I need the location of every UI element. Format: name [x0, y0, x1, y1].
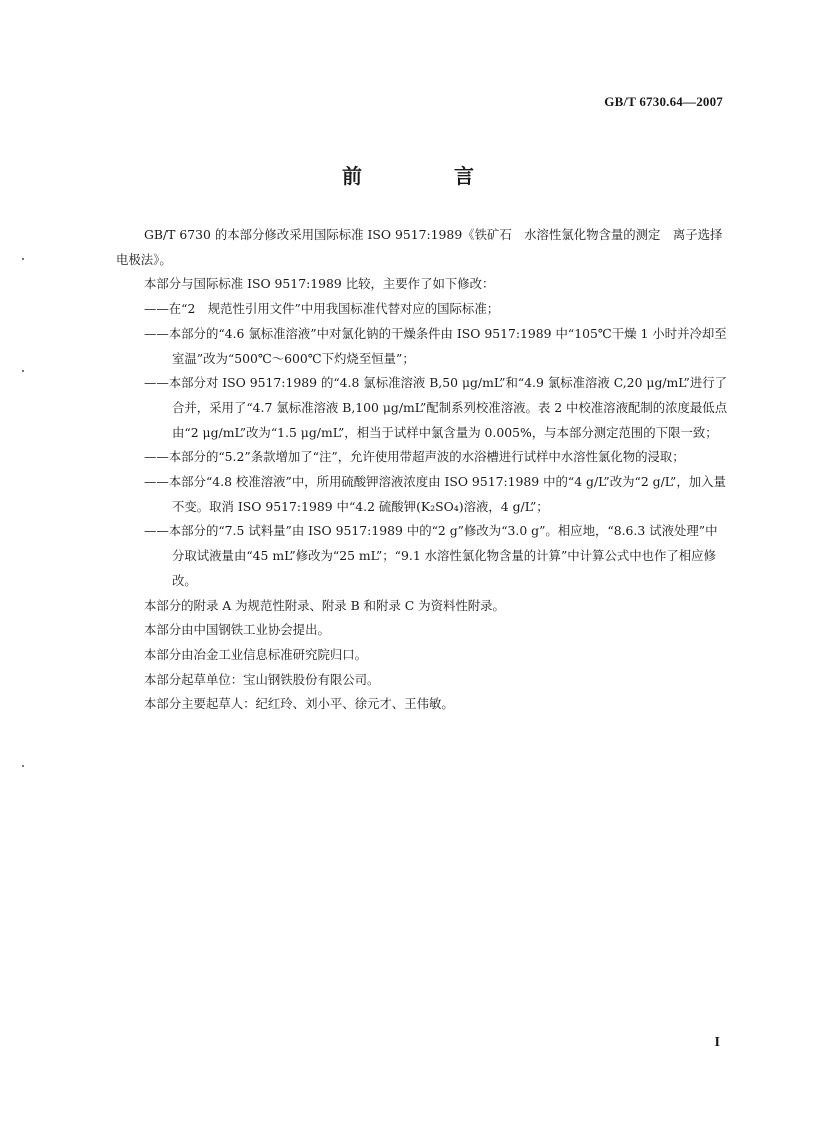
modification-item: ——本部分对 ISO 9517:1989 的“4.8 氯标准溶液 B,50 μg/mL”和“4.9 氯标准溶液 C,20 μg/mL”进行了合并，采用了“4.7 氯标准溶液 B,100 μg/mL”配制系列校准溶液。表 2 中校准溶液配制的浓度最低点由“2 μg/mL”改为“1.5 μg/mL”，相当于试样中氯含量为 0.005%，与本部分测定范围的下限一致； [144, 375, 728, 440]
page-number: I [714, 1035, 720, 1050]
modification-item: ——本部分的“5.2”条款增加了“注”，允许使用带超声波的水浴槽进行试样中水溶性氯化物的浸取； [144, 449, 685, 465]
paragraph-drafters: 本部分主要起草人：纪红玲、刘小平、徐元才、王伟敏。 [144, 696, 454, 712]
paragraph-centralized: 本部分由冶金工业信息标准研究院归口。 [144, 646, 368, 662]
modification-item: ——本部分的“4.6 氯标准溶液”中对氯化钠的干燥条件由 ISO 9517:1989 中“105℃干燥 1 小时并冷却至室温”改为“500℃～600℃下灼烧至恒量”； [144, 325, 727, 366]
modification-item: ——本部分的“7.5 试料量”由 ISO 9517:1989 中的“2 g”修改为“3.0 g”。相应地，“8.6.3 试液处理”中分取试液量由“45 mL”修改为“25 mL”；“9.1 水溶性氯化物含量的计算”中计算公式中也作了相应修改。 [144, 523, 718, 588]
scan-mark [22, 765, 24, 767]
paragraph-annex: 本部分的附录 A 为规范性附录、附录 B 和附录 C 为资料性附录。 [144, 597, 505, 613]
foreword-body [116, 223, 728, 717]
page-title: 前 言 [342, 164, 510, 188]
paragraph-proposer: 本部分由中国钢铁工业协会提出。 [144, 622, 330, 638]
paragraph-intro: GB/T 6730 的本部分修改采用国际标准 ISO 9517:1989《铁矿石 水溶性氯化物含量的测定 离子选择电极法》。 [116, 227, 723, 267]
paragraph-drafting-unit: 本部分起草单位：宝山钢铁股份有限公司。 [144, 671, 380, 687]
standard-number: GB/T 6730.64—2007 [604, 94, 723, 109]
scan-mark [22, 370, 24, 372]
modification-item: ——本部分“4.8 校准溶液”中，所用硫酸钾溶液浓度由 ISO 9517:1989 中的“4 g/L”改为“2 g/L”，加入量不变。取消 ISO 9517:1989 中“4.2 硫酸钾(K₂SO₄)溶液，4 g/L”； [144, 474, 726, 514]
scan-mark [22, 258, 24, 260]
modification-item: ——在“2 规范性引用文件”中用我国标准代替对应的国际标准； [144, 301, 500, 317]
paragraph-comparison: 本部分与国际标准 ISO 9517:1989 比较，主要作了如下修改： [144, 276, 495, 292]
